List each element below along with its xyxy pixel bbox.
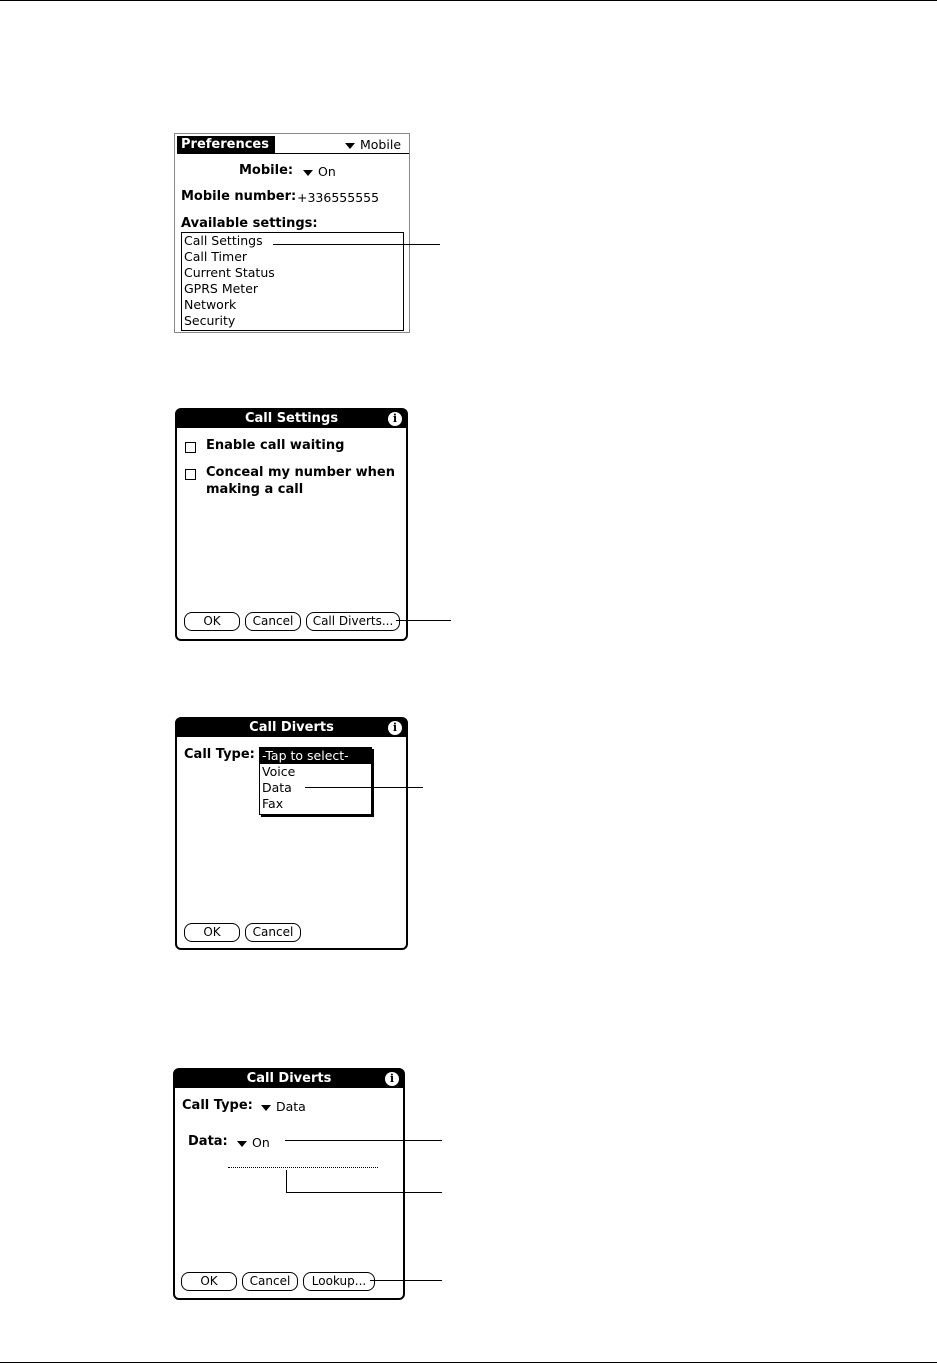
mobile-picker[interactable] (303, 164, 336, 179)
dialog-title (175, 1070, 403, 1088)
category-picker[interactable] (345, 137, 401, 152)
preferences-tab: Preferences (177, 136, 275, 154)
available-settings-label: Available settings: (181, 216, 318, 231)
settings-list (181, 232, 404, 331)
popup-item-tap-to-select[interactable]: -Tap to select- (260, 748, 371, 764)
mobile-number-label: Mobile number: (181, 189, 297, 204)
conceal-number-label-line1: Conceal my number when (206, 465, 396, 480)
tab-underline (271, 153, 409, 154)
list-item-network[interactable]: Network (184, 297, 237, 312)
call-diverts-button[interactable]: Call Diverts... (306, 612, 400, 631)
call-settings-dialog (175, 408, 408, 641)
info-icon[interactable]: i (388, 721, 402, 735)
lookup-button[interactable]: Lookup... (303, 1272, 375, 1291)
popup-item-fax[interactable]: Fax (262, 796, 284, 811)
list-item-security[interactable]: Security (184, 313, 236, 328)
mobile-label: Mobile: (239, 163, 294, 178)
callout-line (305, 787, 423, 788)
chevron-down-icon (303, 170, 313, 176)
callout-line (285, 1140, 442, 1141)
list-item-call-timer[interactable]: Call Timer (184, 249, 248, 264)
callout-line (273, 244, 440, 245)
call-type-picker[interactable] (261, 1099, 306, 1114)
call-type-label: Call Type: (184, 747, 255, 762)
mobile-number-value: +336555555 (297, 190, 380, 205)
cancel-button[interactable]: Cancel (245, 612, 301, 631)
data-picker[interactable] (237, 1135, 270, 1150)
info-icon[interactable]: i (388, 412, 402, 426)
list-item-call-settings[interactable]: Call Settings (184, 233, 263, 248)
list-item-current-status[interactable]: Current Status (184, 265, 275, 280)
conceal-number-checkbox[interactable] (185, 469, 196, 480)
cancel-button[interactable]: Cancel (245, 923, 301, 942)
dialog-title-text: Call Diverts (246, 1071, 332, 1086)
data-value: On (252, 1135, 270, 1150)
cancel-button[interactable]: Cancel (242, 1272, 298, 1291)
top-rule (0, 0, 937, 1)
callout-line (286, 1170, 287, 1192)
mobile-value: On (318, 164, 336, 179)
dialog-title (177, 410, 406, 428)
popup-item-data[interactable]: Data (262, 780, 292, 795)
list-item-gprs-meter[interactable]: GPRS Meter (184, 281, 259, 296)
preferences-screen (174, 133, 410, 333)
callout-line (396, 620, 451, 621)
chevron-down-icon (261, 1105, 271, 1111)
call-waiting-label: Enable call waiting (206, 438, 345, 453)
ok-button[interactable]: OK (184, 923, 240, 942)
call-diverts-select-dialog (175, 717, 408, 950)
category-value: Mobile (360, 137, 402, 152)
callout-line (370, 1280, 442, 1281)
bottom-rule (0, 1362, 937, 1363)
dialog-title-text: Call Diverts (249, 720, 334, 735)
chevron-down-icon (237, 1141, 247, 1147)
call-diverts-data-dialog (173, 1068, 405, 1300)
conceal-number-label-line2: making a call (206, 482, 304, 497)
call-type-popup-list (259, 747, 372, 815)
chevron-down-icon (345, 143, 355, 149)
data-label: Data: (188, 1134, 228, 1149)
dialog-title-text: Call Settings (244, 411, 339, 426)
ok-button[interactable]: OK (184, 612, 240, 631)
ok-button[interactable]: OK (181, 1272, 237, 1291)
popup-item-voice[interactable]: Voice (262, 764, 296, 779)
divert-number-field[interactable] (228, 1167, 378, 1168)
dialog-title (177, 719, 406, 737)
info-icon[interactable]: i (385, 1072, 399, 1086)
call-type-label: Call Type: (182, 1098, 253, 1113)
call-type-value: Data (276, 1099, 306, 1114)
callout-line (286, 1192, 442, 1193)
call-waiting-checkbox[interactable] (185, 442, 196, 453)
